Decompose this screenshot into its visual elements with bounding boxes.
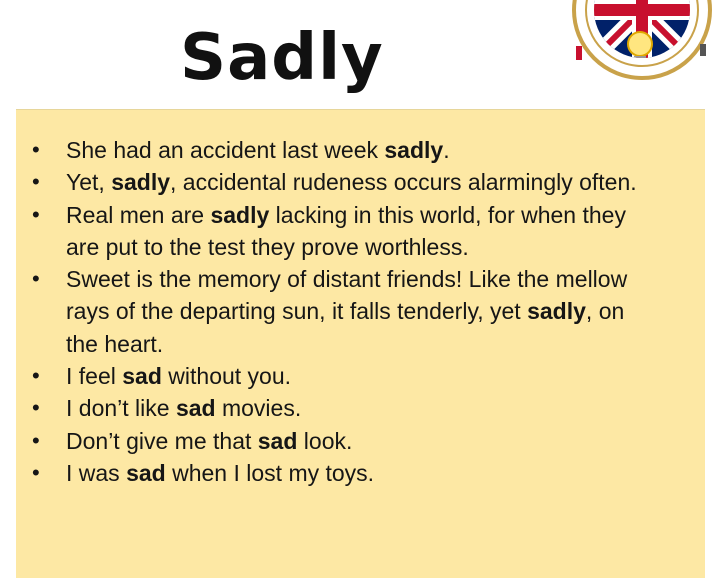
list-item: • I was sad when I lost my toys. — [30, 457, 650, 489]
list-item: • I don’t like sad movies. — [30, 392, 650, 424]
list-item: • Real men are sadly lacking in this world, for when they are put to the test they prove worthless. — [30, 199, 650, 264]
sentence-list — [30, 134, 650, 489]
list-item: • Don’t give me that sad look. — [30, 425, 650, 457]
list-item: • She had an accident last week sadly. — [30, 134, 650, 166]
list-item: • Sweet is the memory of distant friends! Like the mellow rays of the departing sun, it falls tenderly, yet sadly, on the heart. — [30, 263, 650, 360]
sentences-panel — [16, 109, 705, 578]
logo-seal-icon — [572, 0, 712, 80]
page-title: Sadly — [180, 21, 384, 95]
list-item: • I feel sad without you. — [30, 360, 650, 392]
list-item: • Yet, sadly, accidental rudeness occurs alarmingly often. — [30, 166, 650, 198]
